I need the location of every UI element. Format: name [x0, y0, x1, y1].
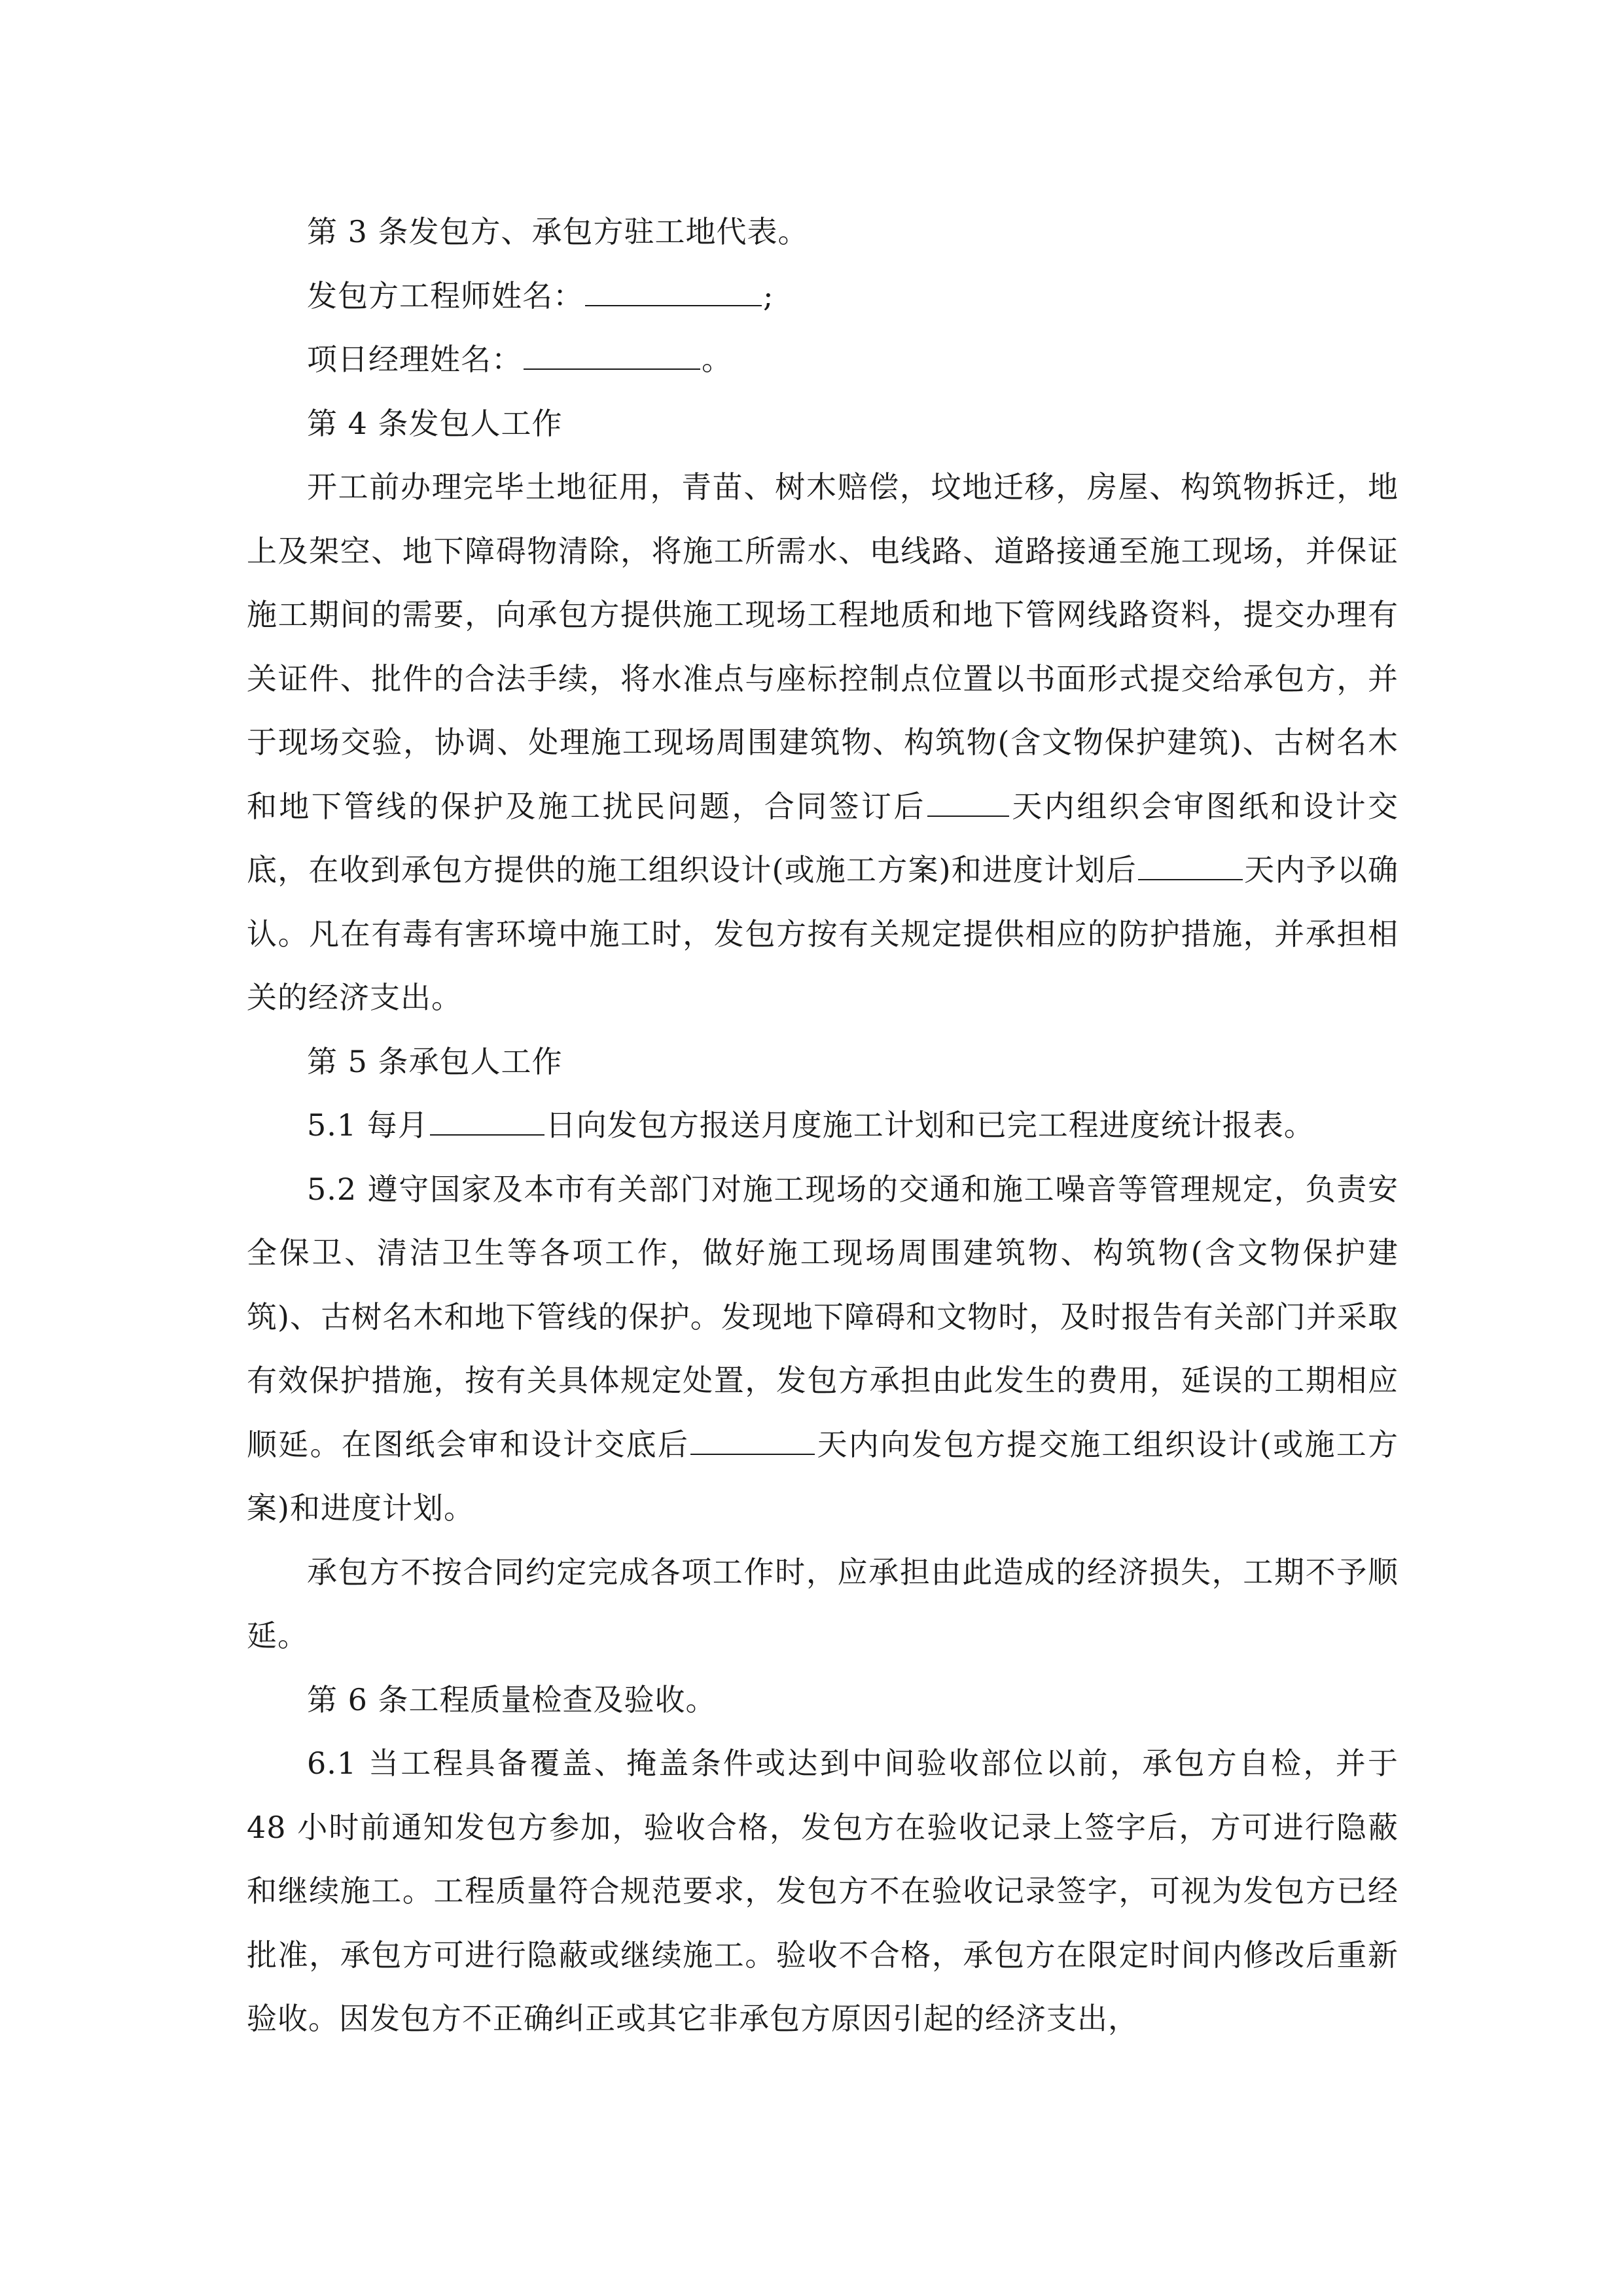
article-6-heading-text: 第 6 条工程质量检查及验收。 [307, 1681, 717, 1717]
engineer-name-end: ; [763, 278, 774, 314]
article-5-heading-text: 第 5 条承包人工作 [307, 1043, 563, 1079]
article-5-heading [247, 1030, 1399, 1094]
article-6-heading [247, 1668, 1399, 1732]
engineer-name-line [247, 264, 1399, 329]
clause-6-1 [247, 1732, 1399, 2051]
article-3-heading-text: 第 3 条发包方、承包方驻工地代表。 [307, 214, 809, 249]
days-after-signing-blank [927, 787, 1009, 817]
engineer-name-label: 发包方工程师姓名： [307, 278, 584, 314]
clause-5-2-part-1: 5.2 遵守国家及本市有关部门对施工现场的交通和施工噪音等管理规定，负责安全保卫、清洁卫生等各项工作，做好施工现场周围建筑物、构筑物(含文物保护建筑)、古树名木和地下管线的保护。发现地下障碍和文物时，及时报告有关部门并采取有效保护措施，按有关具体规定处置，发包方承担由此发生的费用，延误的工期相应顺延。在图纸会审和设计交底后 [247, 1171, 1399, 1462]
project-manager-name-end: 。 [702, 342, 732, 377]
article-3-heading [247, 200, 1399, 264]
clause-5-2 [247, 1158, 1399, 1541]
days-submit-plan-blank [690, 1425, 815, 1455]
article-4-heading [247, 392, 1399, 456]
contractor-liability-text: 承包方不按合同约定完成各项工作时，应承担由此造成的经济损失，工期不予顺延。 [247, 1554, 1399, 1653]
project-manager-name-blank [524, 340, 700, 370]
project-manager-name-label: 项日经理姓名： [307, 342, 522, 377]
clause-5-1 [247, 1094, 1399, 1158]
document-body [247, 200, 1399, 2051]
article-4-body [247, 456, 1399, 1030]
clause-5-1-part-2: 日向发包方报送月度施工计划和已完工程进度统计报表。 [545, 1107, 1315, 1143]
article-4-body-part-1: 开工前办理完毕土地征用，青苗、树木赔偿，坟地迁移，房屋、构筑物拆迁，地上及架空、地下障碍物清除，将施工所需水、电线路、道路接通至施工现场，并保证施工期间的需要，向承包方提供施工现场工程地质和地下管网线路资料，提交办理有关证件、批件的合法手续，将水准点与座标控制点位置以书面形式提交给承包方，并于现场交验，协调、处理施工现场周围建筑物、构筑物(含文物保护建筑)、古树名木和地下管线的保护及施工扰民问题，合同签订后 [247, 469, 1399, 824]
engineer-name-blank [585, 276, 762, 306]
contractor-liability-paragraph [247, 1541, 1399, 1668]
days-confirm-blank [1138, 850, 1243, 880]
article-4-body-part-2: 天内组织会审图纸和设计交底，在收到承包方提供的施工组织设计(或施工方案)和进度计划后 [247, 788, 1399, 888]
clause-5-2-part-2: 天内向发包方提交施工组织设计(或施工方案)和进度计划。 [247, 1426, 1399, 1526]
clause-5-1-part-1: 5.1 每月 [307, 1107, 429, 1143]
project-manager-name-line [247, 328, 1399, 392]
article-4-heading-text: 第 4 条发包人工作 [307, 405, 563, 441]
article-4-body-part-3: 天内予以确认。凡在有毒有害环境中施工时，发包方按有关规定提供相应的防护措施，并承担相关的经济支出。 [247, 852, 1399, 1015]
clause-6-1-text: 6.1 当工程具备覆盖、掩盖条件或达到中间验收部位以前，承包方自检，并于 48 小时前通知发包方参加，验收合格，发包方在验收记录上签字后，方可进行隐蔽和继续施工。工程质量符合规范要求，发包方不在验收记录签字，可视为发包方已经批准，承包方可进行隐蔽或继续施工。验收不合格，承包方在限定时间内修改后重新验收。因发包方不正确纠正或其它非承包方原因引起的经济支出， [247, 1746, 1399, 2036]
monthly-day-blank [430, 1105, 544, 1136]
